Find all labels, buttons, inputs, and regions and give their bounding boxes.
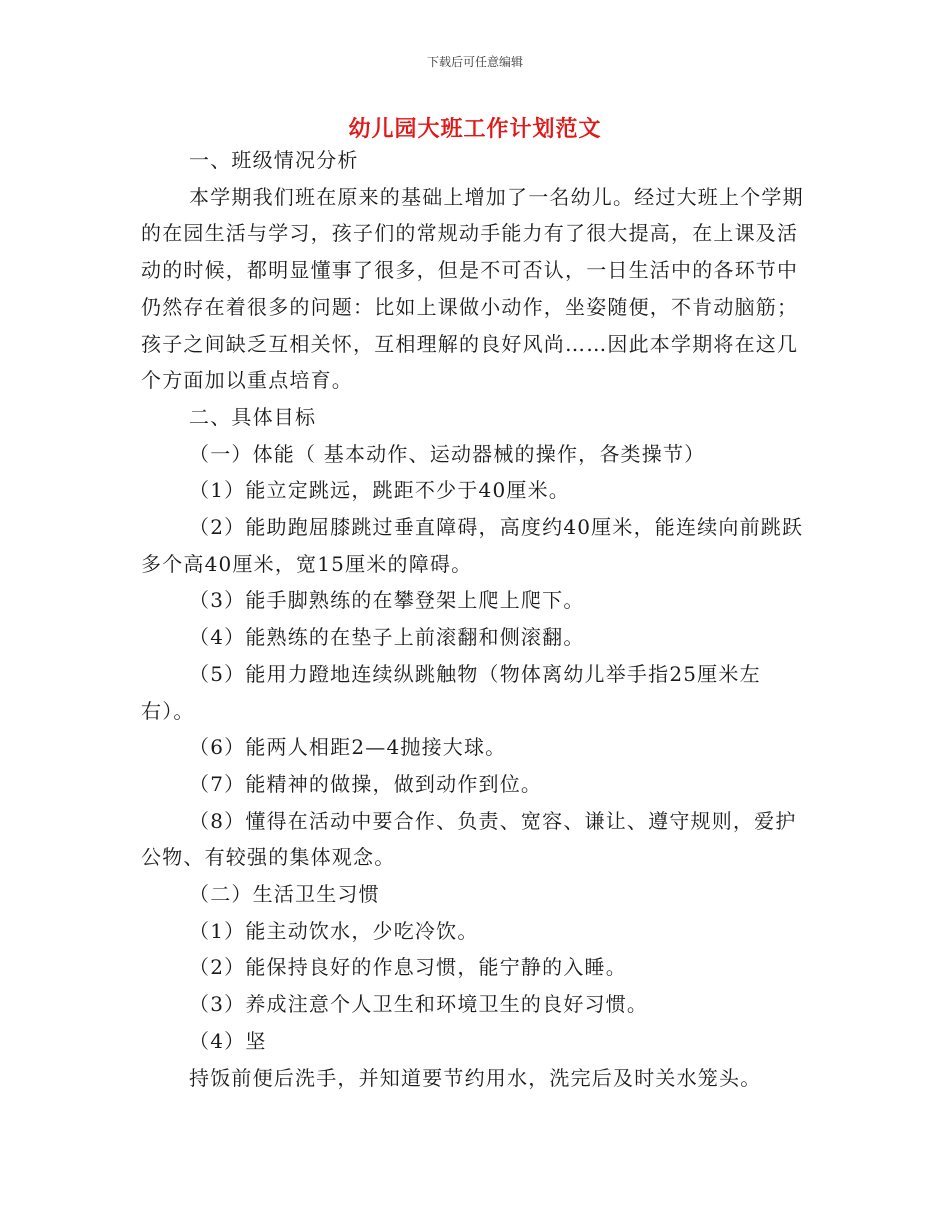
paragraph-class-situation: 本学期我们班在原来的基础上增加了一名幼儿。经过大班上个学期的在园生活与学习，孩子们的常规动手能力有了很大提高，在上课及活动的时候，都明显懂事了很多，但是不可否认，一日生活中的各环节中仍然存在着很多的问题：比如上课做小动作，坐姿随便，不肯动脑筋；孩子之间缺乏互相关怀，互相理解的良好风尚……因此本学期将在这几个方面加以重点培育。 <box>141 184 804 393</box>
document-title: 幼儿园大班工作计划范文 <box>348 116 602 142</box>
list-item-continuation: 持饭前便后洗手，并知道要节约用水，洗完后及时关水笼头。 <box>189 1065 762 1090</box>
page-header-note: 下载后可任意编辑 <box>426 55 523 69</box>
list-item: （5）能用力蹬地连续纵跳触物（物体离幼儿举手指25厘米左右）。 <box>141 661 761 723</box>
section-heading-goals: 二、具体目标 <box>189 404 317 429</box>
list-item: （4）能熟练的在垫子上前滚翻和侧滚翻。 <box>189 625 585 650</box>
list-item: （2）能保持良好的作息习惯，能宁静的入睡。 <box>189 955 627 980</box>
list-item: （3）养成注意个人卫生和环境卫生的良好习惯。 <box>189 992 649 1017</box>
subheading-physical: （一）体能（ 基本动作、运动器械的操作，各类操节） <box>189 441 706 466</box>
subheading-hygiene: （二）生活卫生习惯 <box>189 882 380 907</box>
list-item: （1）能主动饮水，少吃冷饮。 <box>189 918 479 943</box>
list-item: （3）能手脚熟练的在攀登架上爬上爬下。 <box>189 588 585 613</box>
list-item: （4）坚 <box>189 1028 267 1053</box>
list-item: （2）能助跑屈膝跳过垂直障碍，高度约40厘米，能连续向前跳跃多个高40厘米，宽15厘米的障碍。 <box>141 515 804 576</box>
list-item: （6）能两人相距2—4抛接大球。 <box>189 735 507 760</box>
document-body <box>141 142 813 1096</box>
list-item: （8）懂得在活动中要合作、负责、宽容、谦让、遵守规则，爱护公物、有较强的集体观念。 <box>141 808 797 870</box>
list-item: （1）能立定跳远，跳距不少于40厘米。 <box>189 478 570 503</box>
list-item: （7）能精神的做操，做到动作到位。 <box>189 771 543 796</box>
section-heading-class-situation: 一、班级情况分析 <box>189 148 359 172</box>
